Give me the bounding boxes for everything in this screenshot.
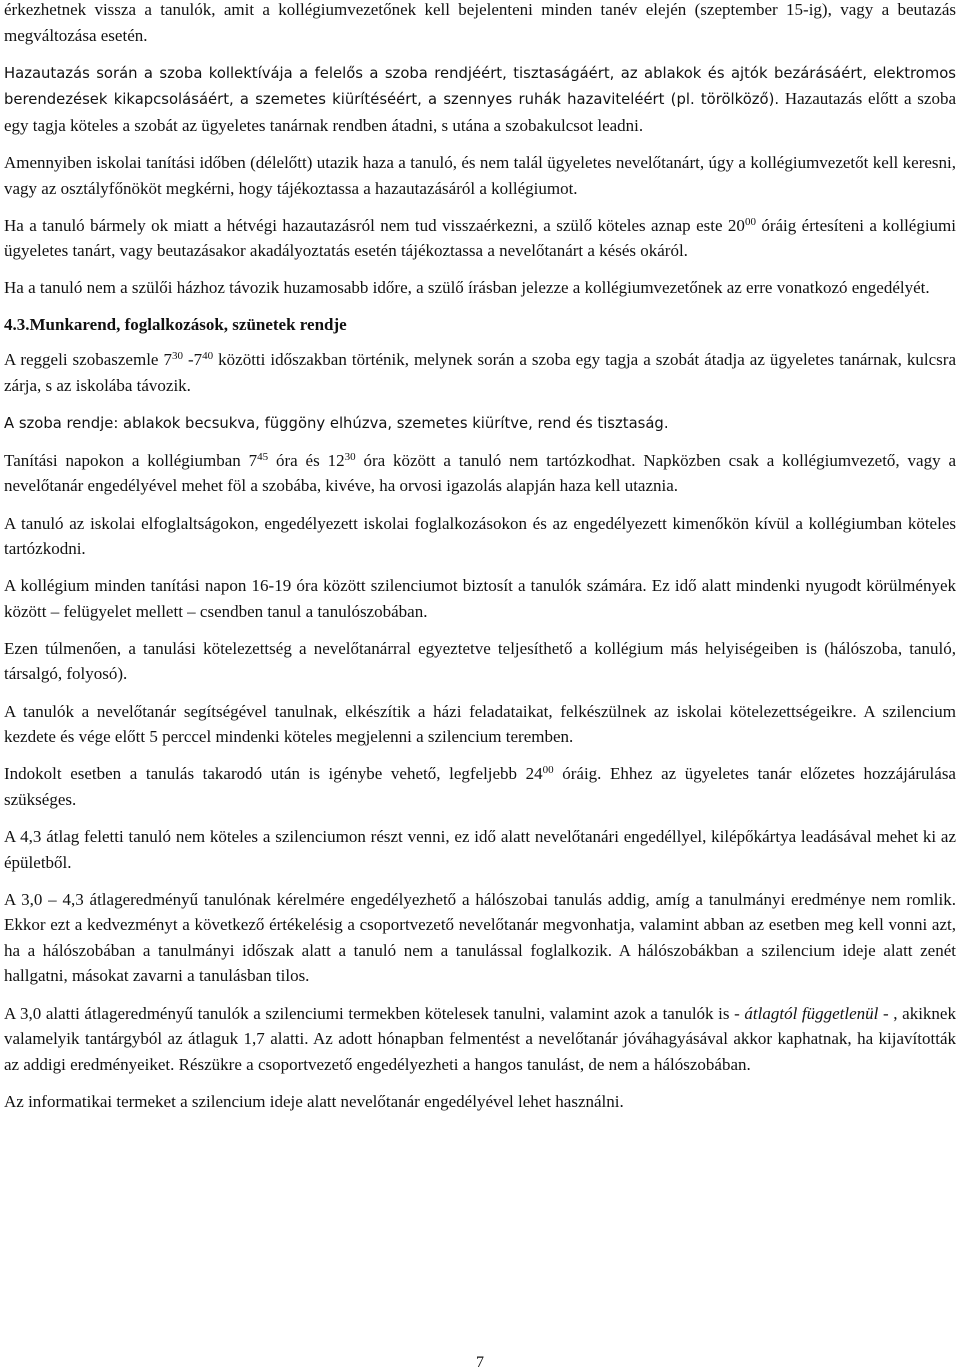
paragraph-late-study: Indokolt esetben a tanulás takarodó után is igénybe vehető, legfeljebb $24^{00}$ óráig. Ehhez az ügyeletes tanár előzetes hozzájárulása szükséges. <box>4 764 956 809</box>
paragraph-homework: A tanulók a nevelőtanár segítségével tanulnak, elkészítik a házi feladataikat, felkészülnek az iskolai kötelezettségeikre. A szilencium kezdete és vége előtt 5 perccel mindenki köteles megjelenni a szilencium teremben. <box>4 701 956 747</box>
document-page <box>4 0 956 1126</box>
paragraph-room-collective-text: Hazautazás során a szoba kollektívája a felelős a szoba rendjéért, tisztaságáért, az ablakok és ajtók bezárásáért, elektromos berendezések kikapcsolásáért, a szemetes kiürítéséért, a szennyes ruhák hazaviteléért (pl. törölköző). <box>4 64 956 109</box>
paragraph-study-hours: A kollégium minden tanítási napon 16-19 óra között szilenciumot biztosít a tanulók számára. Ez idő alatt mindenki nyugodt körülmények között – felügyelet mellett – csendben tanul a tanulószobában. <box>4 576 956 621</box>
paragraph-school-hours-departure: Amennyiben iskolai tanítási időben (délelőtt) utazik haza a tanuló, és nem talál ügyeletes nevelőtanárt, úgy a kollégiumvezetőt kell keresni, vagy az osztályfőnököt megkérni, hogy tájékoztassa a hazautazásáról a kollégiumot. <box>4 152 956 198</box>
paragraph-room-handover-text: Hazautazás előtt a szoba egy tagja köteles a szobát az ügyeletes tanárnak rendben átadni, s utána a szobakulcsot leadni. <box>4 89 956 135</box>
paragraph-room-collective <box>4 60 956 139</box>
paragraph-morning-inspection: A reggeli szobaszemle $7^{30}$ $-7^{40}$ közötti időszakban történik, melynek során a szoba egy tagja a szobát átadja az ügyeletes tanárnak, kulcsra zárja, s az iskolába távozik. <box>4 349 956 395</box>
paragraph-required-presence: A tanuló az iskolai elfoglaltságokon, engedélyezett iskolai foglalkozásokon és az engedélyezett kimenőkön kívül a kollégiumban köteles tartózkodni. <box>4 513 956 559</box>
paragraph-room-order: A szoba rendje: ablakok becsukva, függöny elhúzva, szemetes kiürítve, rend és tisztaság. <box>4 414 669 432</box>
paragraph-return-reporting: érkezhetnek vissza a tanulók, amit a kollégiumvezetőnek kell bejelenteni minden tanév elején (szeptember 15-ig), vagy a beutazás megváltozása esetén. <box>4 0 956 45</box>
paragraph-high-average: A 4,3 átlag feletti tanuló nem köteles a szilenciumon részt venni, ez idő alatt nevelőtanári engedéllyel, kilépőkártya leadásával mehet ki az épületből. <box>4 826 956 872</box>
paragraph-mid-average: A 3,0 – 4,3 átlageredményű tanulónak kérelmére engedélyezhető a hálószobai tanulás addig, amíg a tanulmányi eredménye nem romlik. Ekkor ezt a kedvezményt a következő értékelésig a csoportvezető nevelőtanár megvonhatja, valamint abban az esetben meg kell vonni azt, ha a hálószobában a tanulmányi időszak alatt a tanuló nem a tanulással foglalkozik. A hálószobákban a szilencium ideje alatt zenét hallgatni, másokat zavarni a tanulásban tilos. <box>4 889 956 986</box>
paragraph-school-day-absence: Tanítási napokon a kollégiumban $7^{45}$ óra és $12^{30}$ óra között a tanuló nem tartózkodhat. Napközben csak a kollégiumvezető, vagy a nevelőtanár engedélyével mehet föl a szobába, kivéve, ha orvosi igazolás alapján haza kell utaznia. <box>4 450 956 496</box>
paragraph-computer-rooms: Az informatikai termeket a szilencium ideje alatt nevelőtanár engedélyével lehet használni. <box>4 1091 624 1111</box>
page-number: 7 <box>476 1354 484 1371</box>
section-heading: 4.3.Munkarend, foglalkozások, szünetek rendje <box>4 315 347 335</box>
paragraph-weekend-return: Ha a tanuló bármely ok miatt a hétvégi hazautazásról nem tud visszaérkezni, a szülő köteles aznap este $20^{00}$ óráig értesíteni a kollégiumi ügyeletes tanárt, vagy beutazásakor akadályoztatás esetén tájékoztassa a nevelőtanárt a késés okáról. <box>4 215 957 261</box>
paragraph-low-average: A 3,0 alatti átlageredményű tanulók a szilenciumi termekben kötelesek tanulni, valamint azok a tanulók is - átlagtól függetlenül - , akiknek valamelyik tantárgyból az átlaguk 1,7 alatti. Az adott hónapban felmentést a nevelőtanár jóváhagyásával akkor kaphatnak, ha kijavították az addigi eredményeiket. Részükre a csoportvezető engedélyezheti a hangos tanulást, de nem a hálószobában. <box>4 1003 956 1074</box>
paragraph-leave-elsewhere: Ha a tanuló nem a szülői házhoz távozik huzamosabb időre, a szülő írásban jelezze a kollégiumvezetőnek az erre vonatkozó engedélyét. <box>4 278 930 298</box>
paragraph-other-rooms: Ezen túlmenően, a tanulási kötelezettség a nevelőtanárral egyeztetve teljesíthető a kollégium más helyiségeiben is (hálószoba, tanuló, társalgó, folyosó). <box>4 638 956 684</box>
